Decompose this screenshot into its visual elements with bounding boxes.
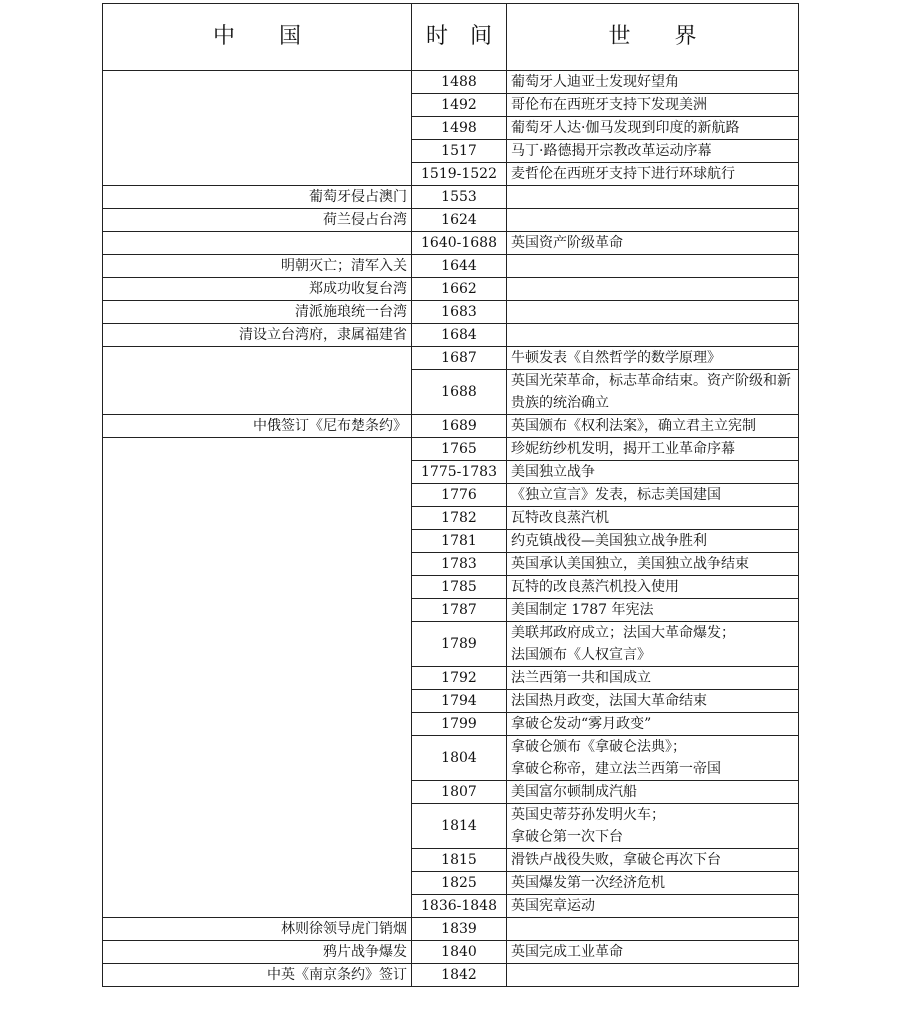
china-event-cell: 清派施琅统一台湾 <box>103 301 412 324</box>
china-event-cell: 明朝灭亡；清军入关 <box>103 255 412 278</box>
year-cell: 1662 <box>412 278 507 301</box>
year-cell: 1842 <box>412 964 507 987</box>
world-event-cell: 约克镇战役—美国独立战争胜利 <box>507 530 799 553</box>
world-event-cell: 麦哲伦在西班牙支持下进行环球航行 <box>507 163 799 186</box>
table-row <box>103 941 799 964</box>
year-cell: 1644 <box>412 255 507 278</box>
year-cell: 1775-1783 <box>412 461 507 484</box>
world-event-cell: 瓦特的改良蒸汽机投入使用 <box>507 576 799 599</box>
header-china: 中 国 <box>103 4 412 71</box>
world-event-cell: 美联邦政府成立；法国大革命爆发； 法国颁布《人权宣言》 <box>507 622 799 667</box>
year-cell: 1789 <box>412 622 507 667</box>
year-cell: 1488 <box>412 71 507 94</box>
world-event-cell: 美国独立战争 <box>507 461 799 484</box>
year-cell: 1787 <box>412 599 507 622</box>
year-cell: 1839 <box>412 918 507 941</box>
china-event-cell: 清设立台湾府，隶属福建省 <box>103 324 412 347</box>
world-event-cell: 葡萄牙人达·伽马发现到印度的新航路 <box>507 117 799 140</box>
china-event-cell: 郑成功收复台湾 <box>103 278 412 301</box>
china-event-cell <box>103 347 412 415</box>
year-cell: 1492 <box>412 94 507 117</box>
year-cell: 1825 <box>412 872 507 895</box>
world-event-cell: 滑铁卢战役失败，拿破仑再次下台 <box>507 849 799 872</box>
table-row <box>103 71 799 94</box>
year-cell: 1517 <box>412 140 507 163</box>
year-cell: 1689 <box>412 415 507 438</box>
world-event-cell: 瓦特改良蒸汽机 <box>507 507 799 530</box>
table-row <box>103 278 799 301</box>
table-row <box>103 438 799 461</box>
china-event-cell <box>103 232 412 255</box>
world-event-cell: 美国制定 1787 年宪法 <box>507 599 799 622</box>
world-event-cell: 美国富尔顿制成汽船 <box>507 781 799 804</box>
world-event-cell: 法兰西第一共和国成立 <box>507 667 799 690</box>
world-event-cell: 法国热月政变，法国大革命结束 <box>507 690 799 713</box>
table-row <box>103 324 799 347</box>
world-event-cell <box>507 324 799 347</box>
china-event-cell: 中俄签订《尼布楚条约》 <box>103 415 412 438</box>
header-row <box>103 4 799 71</box>
world-event-cell: 拿破仑颁布《拿破仑法典》； 拿破仑称帝，建立法兰西第一帝国 <box>507 736 799 781</box>
table-row <box>103 186 799 209</box>
year-cell: 1553 <box>412 186 507 209</box>
year-cell: 1687 <box>412 347 507 370</box>
year-cell: 1792 <box>412 667 507 690</box>
world-event-cell: 英国完成工业革命 <box>507 941 799 964</box>
china-event-cell: 鸦片战争爆发 <box>103 941 412 964</box>
year-cell: 1783 <box>412 553 507 576</box>
world-event-cell <box>507 209 799 232</box>
world-event-cell: 英国承认美国独立，美国独立战争结束 <box>507 553 799 576</box>
year-cell: 1498 <box>412 117 507 140</box>
year-cell: 1815 <box>412 849 507 872</box>
year-cell: 1836-1848 <box>412 895 507 918</box>
world-event-cell: 拿破仑发动“雾月政变” <box>507 713 799 736</box>
world-event-cell: 哥伦布在西班牙支持下发现美洲 <box>507 94 799 117</box>
year-cell: 1688 <box>412 370 507 415</box>
year-cell: 1776 <box>412 484 507 507</box>
timeline-table <box>102 3 799 987</box>
year-cell: 1640-1688 <box>412 232 507 255</box>
year-cell: 1765 <box>412 438 507 461</box>
year-cell: 1781 <box>412 530 507 553</box>
table-row <box>103 415 799 438</box>
year-cell: 1785 <box>412 576 507 599</box>
year-cell: 1814 <box>412 804 507 849</box>
world-event-cell <box>507 186 799 209</box>
world-event-cell: 珍妮纺纱机发明，揭开工业革命序幕 <box>507 438 799 461</box>
table-row <box>103 918 799 941</box>
header-time: 时 间 <box>412 4 507 71</box>
year-cell: 1794 <box>412 690 507 713</box>
year-cell: 1807 <box>412 781 507 804</box>
world-event-cell: 英国颁布《权利法案》，确立君主立宪制 <box>507 415 799 438</box>
world-event-cell <box>507 301 799 324</box>
world-event-cell: 英国爆发第一次经济危机 <box>507 872 799 895</box>
world-event-cell <box>507 964 799 987</box>
year-cell: 1782 <box>412 507 507 530</box>
year-cell: 1519-1522 <box>412 163 507 186</box>
world-event-cell: 英国光荣革命，标志革命结束。资产阶级和新贵族的统治确立 <box>507 370 799 415</box>
table-row <box>103 301 799 324</box>
world-event-cell: 英国史蒂芬孙发明火车； 拿破仑第一次下台 <box>507 804 799 849</box>
china-event-cell: 葡萄牙侵占澳门 <box>103 186 412 209</box>
world-event-cell <box>507 255 799 278</box>
table-row <box>103 964 799 987</box>
table-row <box>103 209 799 232</box>
china-event-cell: 中英《南京条约》签订 <box>103 964 412 987</box>
year-cell: 1799 <box>412 713 507 736</box>
china-event-cell: 荷兰侵占台湾 <box>103 209 412 232</box>
table-row <box>103 347 799 370</box>
world-event-cell: 马丁·路德揭开宗教改革运动序幕 <box>507 140 799 163</box>
china-event-cell: 林则徐领导虎门销烟 <box>103 918 412 941</box>
world-event-cell <box>507 278 799 301</box>
world-event-cell: 《独立宣言》发表，标志美国建国 <box>507 484 799 507</box>
world-event-cell <box>507 918 799 941</box>
world-event-cell: 牛顿发表《自然哲学的数学原理》 <box>507 347 799 370</box>
world-event-cell: 英国宪章运动 <box>507 895 799 918</box>
year-cell: 1840 <box>412 941 507 964</box>
header-world: 世 界 <box>507 4 799 71</box>
timeline-body <box>103 71 799 987</box>
table-row <box>103 255 799 278</box>
year-cell: 1624 <box>412 209 507 232</box>
china-event-cell <box>103 71 412 186</box>
year-cell: 1683 <box>412 301 507 324</box>
world-event-cell: 葡萄牙人迪亚士发现好望角 <box>507 71 799 94</box>
year-cell: 1804 <box>412 736 507 781</box>
world-event-cell: 英国资产阶级革命 <box>507 232 799 255</box>
year-cell: 1684 <box>412 324 507 347</box>
china-event-cell <box>103 438 412 918</box>
table-row <box>103 232 799 255</box>
